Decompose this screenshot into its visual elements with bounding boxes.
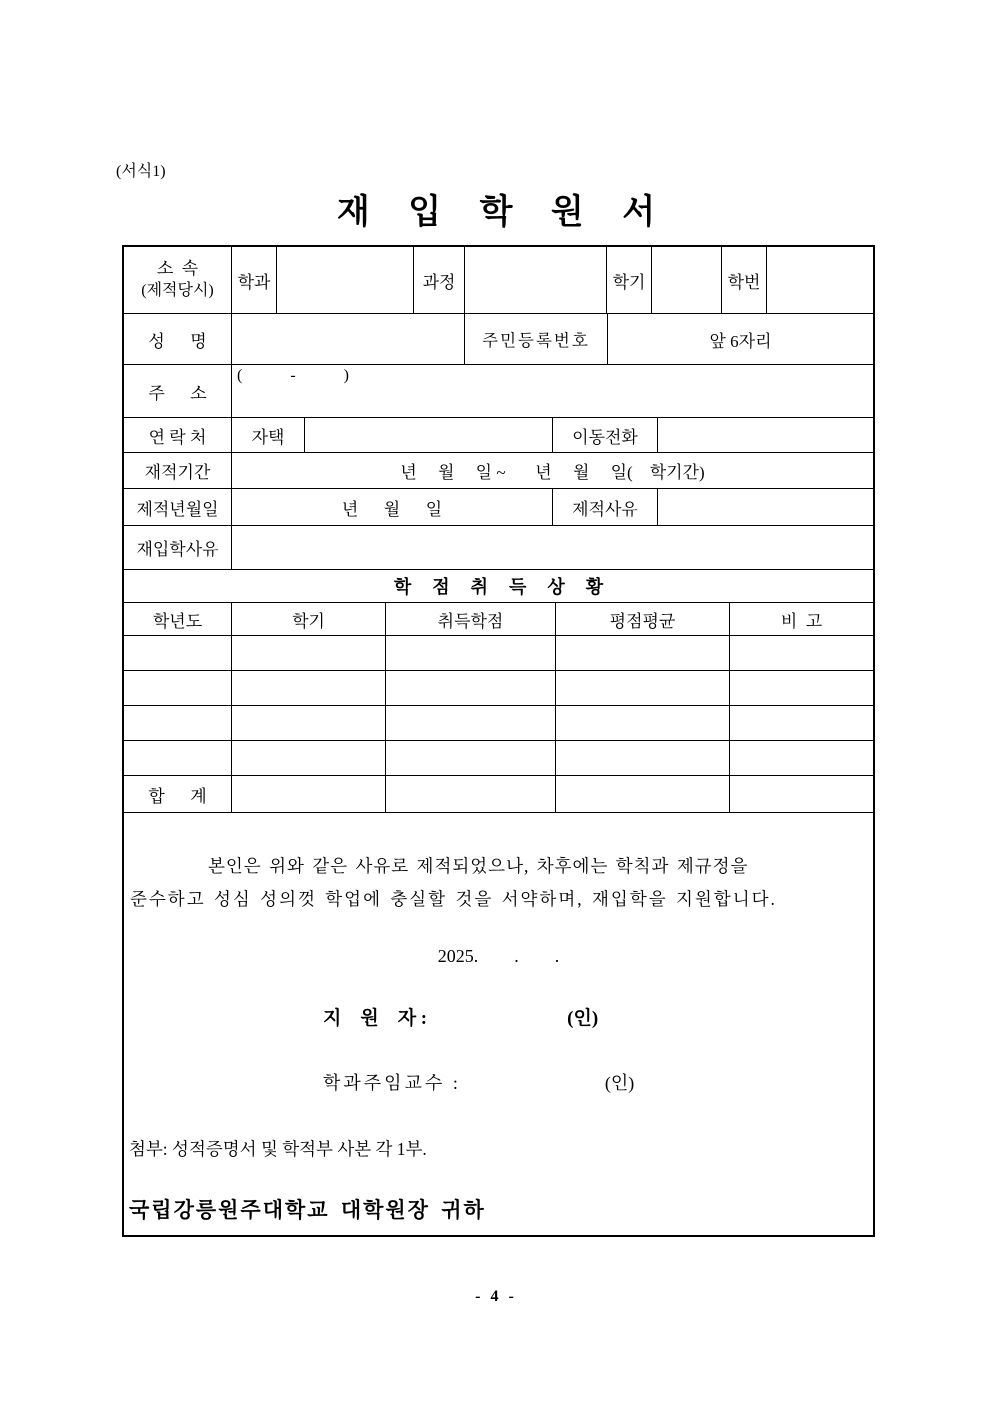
advisor-seal: (인) — [604, 1073, 635, 1093]
declaration-date: 2025. . . — [437, 946, 560, 966]
credits-section-row — [124, 569, 873, 602]
credits-col-note: 비 고 — [729, 603, 873, 635]
form-tag: (서식1) — [116, 163, 166, 180]
name-row — [124, 313, 873, 364]
mobile-phone-input-cell[interactable] — [657, 418, 873, 452]
enrollment-period-input-cell[interactable]: 년 월 일 ~ 년 월 일( 학기간) — [231, 453, 873, 488]
declaration-line1: 본인은 위와 같은 사유로 제적되었으나, 차후에는 학칙과 제규정을 — [208, 856, 749, 876]
home-phone-label: 자택 — [231, 418, 304, 452]
dept-label: 학과 — [231, 247, 276, 313]
applicant-sign-row — [124, 1006, 873, 1032]
mobile-phone-label: 이동전화 — [552, 418, 657, 452]
credit-semester-cell[interactable] — [231, 741, 385, 775]
rrn-label: 주민등록번호 — [464, 314, 607, 364]
total-earned-cell[interactable] — [385, 776, 555, 812]
credits-total-label: 합 계 — [148, 786, 207, 806]
enrollment-period-label: 재적기간 — [144, 463, 211, 482]
address-input-cell[interactable]: ( - ) — [231, 365, 873, 417]
course-label: 과정 — [413, 247, 464, 313]
credits-section-title: 학 점 취 득 상 황 — [393, 577, 608, 597]
credit-year-cell[interactable] — [124, 636, 231, 670]
readmission-reason-label: 재입학사유 — [136, 540, 219, 559]
address-row — [124, 364, 873, 417]
advisor-label: 학과주임교수 : — [323, 1073, 461, 1093]
credit-earned-cell[interactable] — [385, 741, 555, 775]
student-no-label: 학번 — [721, 247, 766, 313]
name-label: 성 명 — [148, 331, 207, 351]
credits-data-row — [124, 705, 873, 740]
credits-col-year: 학년도 — [152, 611, 203, 631]
credits-col-earned: 취득학점 — [385, 603, 555, 635]
page-number: - 4 - — [475, 1288, 517, 1305]
attachment-note: 첨부: 성적증명서 및 학적부 사본 각 1부. — [129, 1139, 427, 1159]
form-title: 재 입 학 원 서 — [336, 194, 671, 231]
credit-note-cell[interactable] — [729, 671, 873, 705]
credit-earned-cell[interactable] — [385, 671, 555, 705]
readmission-reason-row — [124, 525, 873, 569]
rrn-input-cell[interactable]: 앞 6자리 — [607, 314, 873, 364]
credit-earned-cell[interactable] — [385, 706, 555, 740]
total-note-cell[interactable] — [729, 776, 873, 812]
expulsion-row — [124, 488, 873, 525]
declaration-row — [124, 812, 873, 1235]
course-input-cell[interactable] — [464, 247, 606, 313]
semester-label: 학기 — [606, 247, 651, 313]
credit-year-cell[interactable] — [124, 671, 231, 705]
applicant-seal: (인) — [567, 1008, 599, 1029]
credits-col-semester: 학기 — [231, 603, 385, 635]
declaration-line2: 준수하고 성심 성의껏 학업에 충실할 것을 서약하며, 재입학을 지원합니다. — [130, 889, 777, 909]
credits-data-row — [124, 635, 873, 670]
semester-input-cell[interactable] — [651, 247, 721, 313]
credit-note-cell[interactable] — [729, 706, 873, 740]
credit-note-cell[interactable] — [729, 636, 873, 670]
affiliation-row — [124, 247, 873, 313]
name-input-cell[interactable] — [231, 314, 464, 364]
credit-semester-cell[interactable] — [231, 706, 385, 740]
credits-header-row — [124, 602, 873, 635]
credit-semester-cell[interactable] — [231, 671, 385, 705]
expulsion-date-label: 제적년월일 — [136, 499, 219, 519]
advisor-sign-row — [124, 1070, 873, 1096]
recipient-line: 국립강릉원주대학교 대학원장 귀하 — [129, 1198, 486, 1222]
readmission-reason-input-cell[interactable] — [231, 526, 873, 569]
affiliation-label — [124, 247, 231, 313]
credit-year-cell[interactable] — [124, 706, 231, 740]
credit-semester-cell[interactable] — [231, 636, 385, 670]
enrollment-period-row — [124, 452, 873, 488]
contact-row — [124, 417, 873, 452]
applicant-label: 지 원 자 : — [323, 1008, 428, 1029]
credit-year-cell[interactable] — [124, 741, 231, 775]
credits-total-row — [124, 775, 873, 812]
expulsion-reason-input-cell[interactable] — [657, 489, 873, 525]
home-phone-input-cell[interactable] — [304, 418, 552, 452]
credit-earned-cell[interactable] — [385, 636, 555, 670]
credit-note-cell[interactable] — [729, 741, 873, 775]
declaration-cell — [124, 813, 873, 1235]
affiliation-label-line2: (제적당시) — [141, 282, 214, 299]
credit-gpa-cell[interactable] — [555, 706, 729, 740]
expulsion-date-input-cell[interactable]: 년 월 일 — [231, 489, 552, 525]
credits-col-gpa: 평점평균 — [555, 603, 729, 635]
credits-data-row — [124, 740, 873, 775]
dept-input-cell[interactable] — [276, 247, 413, 313]
readmission-form-table — [122, 245, 875, 1237]
student-no-input-cell[interactable] — [766, 247, 873, 313]
contact-label: 연 락 처 — [148, 427, 207, 447]
credits-data-row — [124, 670, 873, 705]
credit-gpa-cell[interactable] — [555, 636, 729, 670]
affiliation-label-line1: 소 속 — [156, 259, 199, 278]
total-semester-cell[interactable] — [231, 776, 385, 812]
credit-gpa-cell[interactable] — [555, 671, 729, 705]
address-label: 주 소 — [148, 383, 207, 403]
expulsion-reason-label: 제적사유 — [552, 489, 657, 525]
total-gpa-cell[interactable] — [555, 776, 729, 812]
credit-gpa-cell[interactable] — [555, 741, 729, 775]
